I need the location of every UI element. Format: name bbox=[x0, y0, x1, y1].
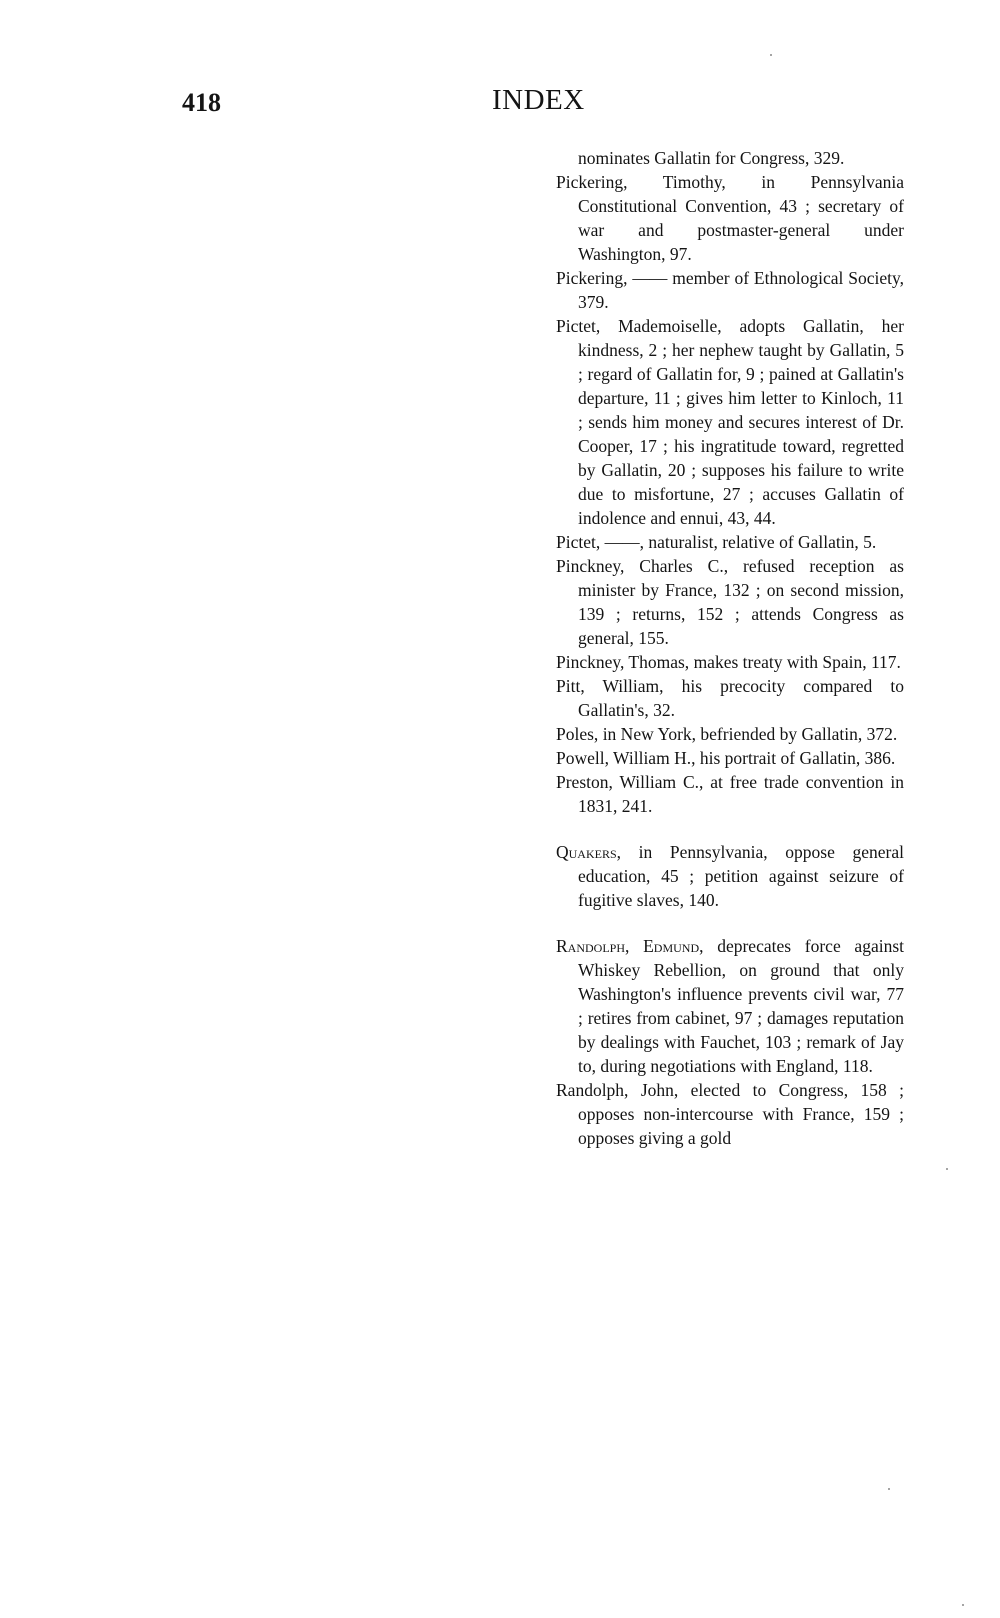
entry-head: Randolph, John, bbox=[556, 1080, 679, 1100]
entry-text: deprecates force against Whiskey Rebellion, on ground that only Washington's influence prevents civil war, 77 ; retires from cabinet, 97 ; damages reputation by dealings with Fauchet, 103 ; remark of Jay to, during negotiations with England, 118. bbox=[578, 936, 904, 1076]
entry-text: naturalist, relative of Gallatin, 5. bbox=[643, 532, 877, 552]
entry-text: adopts Gallatin, her kindness, 2 ; her nephew taught by Gallatin, 5 ; regard of Gallatin for, 9 ; pained at Gallatin's departure, 11 ; gives him letter to Kinloch, 11 ; sends him money and secures interest of Dr. Cooper, 17 ; his ingratitude toward, regretted by Gallatin, 20 ; supposes his failure to write due to misfortune, 27 ; accuses Gallatin of indolence and ennui, 43, 44. bbox=[578, 316, 904, 528]
entry-head: Pickering, Timothy, bbox=[556, 172, 726, 192]
entry-text: in Pennsylvania Constitutional Convention, 43 ; secretary of war and postmaster-general under Washington, 97. bbox=[578, 172, 905, 264]
entry-text: in New York, befriended by Gallatin, 372. bbox=[598, 724, 898, 744]
entry-text: member of Ethnological Society, 379. bbox=[578, 268, 904, 312]
index-entry bbox=[556, 170, 904, 266]
entry-text: elected to Congress, 158 ; opposes non-intercourse with France, 159 ; opposes giving a gold bbox=[578, 1080, 904, 1148]
index-entry bbox=[556, 746, 904, 770]
scan-speck bbox=[946, 1168, 948, 1170]
index-entry bbox=[556, 554, 904, 650]
scan-speck bbox=[770, 54, 772, 56]
entry-head: Pickering, —— bbox=[556, 268, 673, 288]
index-column bbox=[556, 146, 904, 1150]
index-entry bbox=[556, 722, 904, 746]
entry-head: Randolph, Edmund, bbox=[556, 936, 704, 956]
entry-text: refused reception as minister by France, 132 ; on second mission, 139 ; returns, 152 ; attends Congress as general, 155. bbox=[578, 556, 904, 648]
entry-head: Preston, William C., bbox=[556, 772, 704, 792]
index-entry bbox=[556, 146, 904, 170]
entry-head: Pinckney, Thomas, bbox=[556, 652, 690, 672]
entry-head: Pictet, ——, bbox=[556, 532, 644, 552]
entry-text: in Pennsylvania, oppose general education, 45 ; petition against seizure of fugitive slaves, 140. bbox=[578, 842, 904, 910]
entry-text: makes treaty with Spain, 117. bbox=[689, 652, 901, 672]
index-entry bbox=[556, 266, 904, 314]
entry-head: Poles, bbox=[556, 724, 599, 744]
entry-head: Quakers, bbox=[556, 842, 622, 862]
page-title: INDEX bbox=[492, 84, 585, 116]
index-entry bbox=[556, 934, 904, 1078]
entry-text: his precocity compared to Gallatin's, 32. bbox=[578, 676, 904, 720]
entry-text: his portrait of Gallatin, 386. bbox=[695, 748, 896, 768]
index-entry bbox=[556, 674, 904, 722]
index-entry bbox=[556, 840, 904, 912]
index-entry bbox=[556, 770, 904, 818]
entry-head: Pitt, William, bbox=[556, 676, 664, 696]
entry-head: Powell, William H., bbox=[556, 748, 696, 768]
entry-head: Pictet, Mademoiselle, bbox=[556, 316, 722, 336]
index-entry bbox=[556, 1078, 904, 1150]
index-entry bbox=[556, 650, 904, 674]
entry-head: Pinckney, Charles C., bbox=[556, 556, 729, 576]
index-entry bbox=[556, 530, 904, 554]
scan-speck bbox=[888, 1488, 890, 1490]
entry-text: nominates Gallatin for Congress, 329. bbox=[578, 148, 845, 168]
page-number: 418 bbox=[182, 88, 221, 117]
entry-text: at free trade convention in 1831, 241. bbox=[578, 772, 904, 816]
index-entry bbox=[556, 314, 904, 530]
scan-speck bbox=[962, 1604, 964, 1606]
